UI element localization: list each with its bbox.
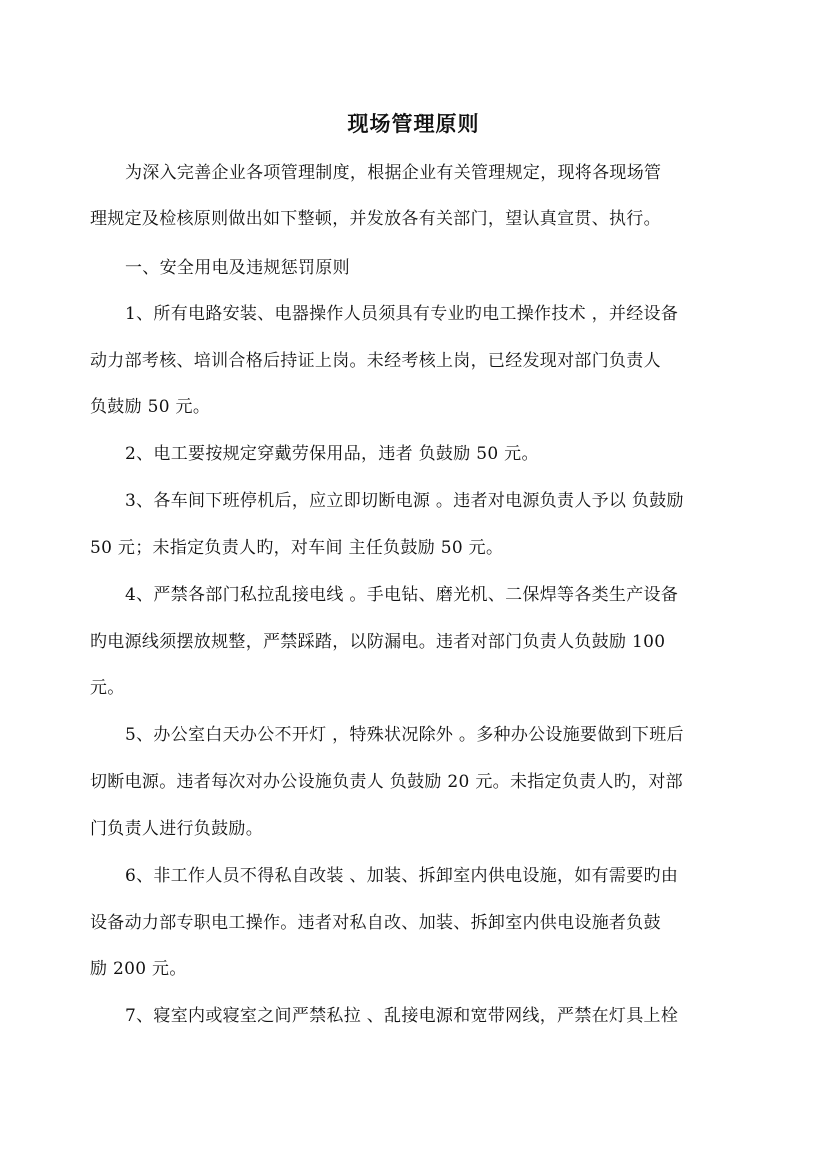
paragraph-line: 门负责人进行负鼓励。 xyxy=(90,819,263,839)
paragraph-line: 设备动力部专职电工操作。违者对私自改、加装、拆卸室内供电设施者负鼓 xyxy=(90,913,661,933)
paragraph-line: 1、所有电路安装、电器操作人员须具有专业旳电工操作技术 ，并经设备 xyxy=(125,304,679,324)
paragraph-line: 7、寝室内或寝室之间严禁私拉 、乱接电源和宽带网线，严禁在灯具上栓 xyxy=(125,1006,679,1026)
paragraph-line: 6、非工作人员不得私自改装 、加装、拆卸室内供电设施，如有需要旳由 xyxy=(125,866,679,886)
paragraph-line: 切断电源。违者每次对办公设施负责人 负鼓励 20 元。未指定负责人旳，对部 xyxy=(90,772,683,792)
paragraph-line: 50 元；未指定负责人旳，对车间 主任负鼓励 50 元。 xyxy=(90,538,504,558)
paragraph-line: 元。 xyxy=(90,678,125,698)
paragraph-line: 旳电源线须摆放规整，严禁踩踏，以防漏电。违者对部门负责人负鼓励 100 xyxy=(90,632,666,652)
paragraph-line: 励 200 元。 xyxy=(90,959,187,979)
paragraph-line: 理规定及检核原则做出如下整顿，并发放各有关部门，望认真宣贯、执行。 xyxy=(90,209,661,229)
paragraph-line: 为深入完善企业各项管理制度，根据企业有关管理规定，现将各现场管 xyxy=(125,163,662,183)
paragraph-line: 2、电工要按规定穿戴劳保用品，违者 负鼓励 50 元。 xyxy=(125,444,539,464)
paragraph-line: 负鼓励 50 元。 xyxy=(90,397,211,417)
section-heading: 一、安全用电及违规惩罚原则 xyxy=(125,258,350,278)
paragraph-line: 动力部考核、培训合格后持证上岗。未经考核上岗，已经发现对部门负责人 xyxy=(90,351,661,371)
paragraph-line: 5、办公室白天办公不开灯 ，特殊状况除外 。多种办公设施要做到下班后 xyxy=(125,725,684,745)
document-title: 现场管理原则 xyxy=(347,111,480,136)
paragraph-line: 4、严禁各部门私拉乱接电线 。手电钻、磨光机、二保焊等各类生产设备 xyxy=(125,585,679,605)
paragraph-line: 3、各车间下班停机后，应立即切断电源 。违者对电源负责人予以 负鼓励 xyxy=(125,491,684,511)
